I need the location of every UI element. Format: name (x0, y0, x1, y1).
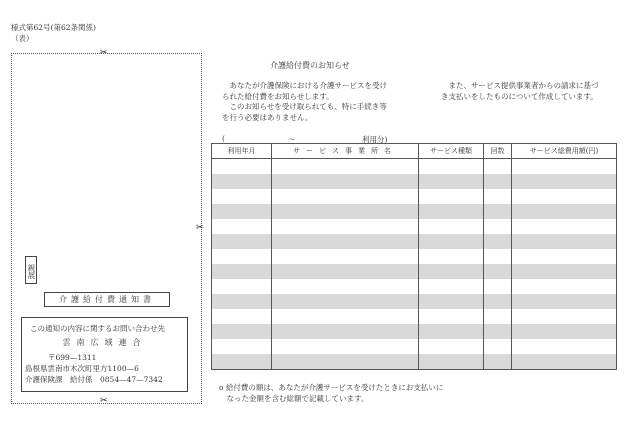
cell-count (484, 309, 512, 324)
cell-count (484, 219, 512, 234)
contact-postal: 〒699—1311 (48, 353, 97, 362)
footnote-line: なった金額を含む総額で記載しています。 (219, 393, 369, 403)
cell-month (212, 279, 272, 294)
footnote (219, 383, 479, 404)
cell-count (484, 339, 512, 354)
cell-count (484, 189, 512, 204)
form-side-label: （表） (11, 34, 34, 43)
cell-count (484, 159, 512, 175)
cell-service-type (419, 339, 484, 354)
contact-dept-phone: 介護保険課 給付係 0854—47—7342 (25, 375, 163, 384)
table-row (212, 339, 617, 354)
cell-count (484, 294, 512, 309)
contact-address: 島根県雲南市木次町里方1100—6 (25, 364, 139, 373)
cell-provider (272, 249, 419, 264)
page-title: 介護給付費のお知らせ (270, 61, 350, 70)
table-row (212, 309, 617, 324)
table-row (212, 264, 617, 279)
period-tilde: 〜 (288, 135, 296, 144)
cell-total-cost (512, 339, 617, 354)
cell-service-type (419, 249, 484, 264)
service-table (211, 143, 617, 370)
cell-count (484, 234, 512, 249)
table-row (212, 279, 617, 294)
cell-month (212, 204, 272, 219)
cell-service-type (419, 234, 484, 249)
cell-provider (272, 189, 419, 204)
cell-month (212, 309, 272, 324)
cell-provider (272, 219, 419, 234)
cell-provider (272, 174, 419, 189)
scissors-icon: ✂ (100, 48, 108, 58)
cell-provider (272, 339, 419, 354)
period-open-paren: ( (222, 134, 225, 143)
cell-service-type (419, 174, 484, 189)
paragraph-line: を行う必要はありません。 (222, 112, 313, 122)
cell-provider (272, 354, 419, 370)
cell-provider (272, 159, 419, 175)
cell-month (212, 339, 272, 354)
cell-month (212, 159, 272, 175)
cell-provider (272, 234, 419, 249)
cell-total-cost (512, 354, 617, 370)
cell-total-cost (512, 234, 617, 249)
paragraph-line: あなたが介護保険における介護サービスを受け (222, 81, 387, 90)
notice-title-box: 介護給付費通知書 (44, 292, 170, 307)
cell-service-type (419, 324, 484, 339)
cell-total-cost (512, 159, 617, 175)
scissors-icon: ✂ (196, 223, 204, 233)
cell-total-cost (512, 204, 617, 219)
cell-count (484, 279, 512, 294)
cell-month (212, 174, 272, 189)
cell-total-cost (512, 174, 617, 189)
cell-count (484, 204, 512, 219)
cell-total-cost (512, 324, 617, 339)
column-header-total-cost: サービス総費用額(円) (512, 144, 617, 159)
table-row (212, 159, 617, 175)
paragraph-line: き支払いをしたものについて作成しています。 (441, 91, 598, 101)
table-row (212, 324, 617, 339)
cell-service-type (419, 159, 484, 175)
paragraph-line: このお知らせを受け取られても、特に手続き等 (222, 102, 387, 111)
column-header-provider: サービス事業所名 (272, 144, 419, 159)
column-header-service-type: サービス種類 (419, 144, 484, 159)
cell-month (212, 264, 272, 279)
cell-service-type (419, 279, 484, 294)
form-number-line: 様式第62号(第62条関係) (11, 23, 96, 32)
table-row (212, 174, 617, 189)
cell-provider (272, 264, 419, 279)
intro-paragraph-left (222, 81, 407, 123)
cell-provider (272, 204, 419, 219)
cell-month (212, 249, 272, 264)
contact-heading: この通知の内容に関するお問い合わせ先 (30, 324, 165, 333)
cell-total-cost (512, 189, 617, 204)
intro-paragraph-right (441, 81, 626, 102)
contact-org-name: 雲南広域連合 (62, 338, 147, 347)
cell-count (484, 174, 512, 189)
form-number (11, 22, 96, 44)
table-row (212, 234, 617, 249)
table-header-row (212, 144, 617, 159)
cell-total-cost (512, 264, 617, 279)
contact-box (21, 317, 188, 392)
cell-total-cost (512, 249, 617, 264)
cell-total-cost (512, 279, 617, 294)
paragraph-line: また、サービス提供事業者からの請求に基づ (441, 81, 599, 90)
confidential-box: 親展 (25, 256, 37, 284)
table-row (212, 249, 617, 264)
cell-service-type (419, 354, 484, 370)
cell-service-type (419, 219, 484, 234)
cell-count (484, 324, 512, 339)
cell-total-cost (512, 294, 617, 309)
cell-provider (272, 294, 419, 309)
column-header-count: 回数 (484, 144, 512, 159)
table-row (212, 189, 617, 204)
cell-count (484, 249, 512, 264)
cell-total-cost (512, 309, 617, 324)
cell-provider (272, 309, 419, 324)
paragraph-line: られた給付費をお知らせします。 (222, 91, 334, 101)
table-row (212, 354, 617, 370)
cell-provider (272, 279, 419, 294)
cell-service-type (419, 264, 484, 279)
cell-count (484, 354, 512, 370)
cell-service-type (419, 294, 484, 309)
cell-total-cost (512, 219, 617, 234)
footnote-line: o 給付費の額は、あなたが介護サービスを受けたときにお支払いに (219, 383, 444, 392)
cell-service-type (419, 309, 484, 324)
cell-count (484, 264, 512, 279)
table-row (212, 294, 617, 309)
cell-service-type (419, 189, 484, 204)
cell-month (212, 324, 272, 339)
cell-month (212, 189, 272, 204)
cell-service-type (419, 204, 484, 219)
period-usage-label: 利用分) (362, 135, 388, 144)
cell-month (212, 219, 272, 234)
cell-month (212, 294, 272, 309)
cell-provider (272, 324, 419, 339)
scissors-icon: ✂ (100, 396, 108, 406)
column-header-month: 利用年月 (212, 144, 272, 159)
table-row (212, 204, 617, 219)
cell-month (212, 354, 272, 370)
cell-month (212, 234, 272, 249)
table-row (212, 219, 617, 234)
